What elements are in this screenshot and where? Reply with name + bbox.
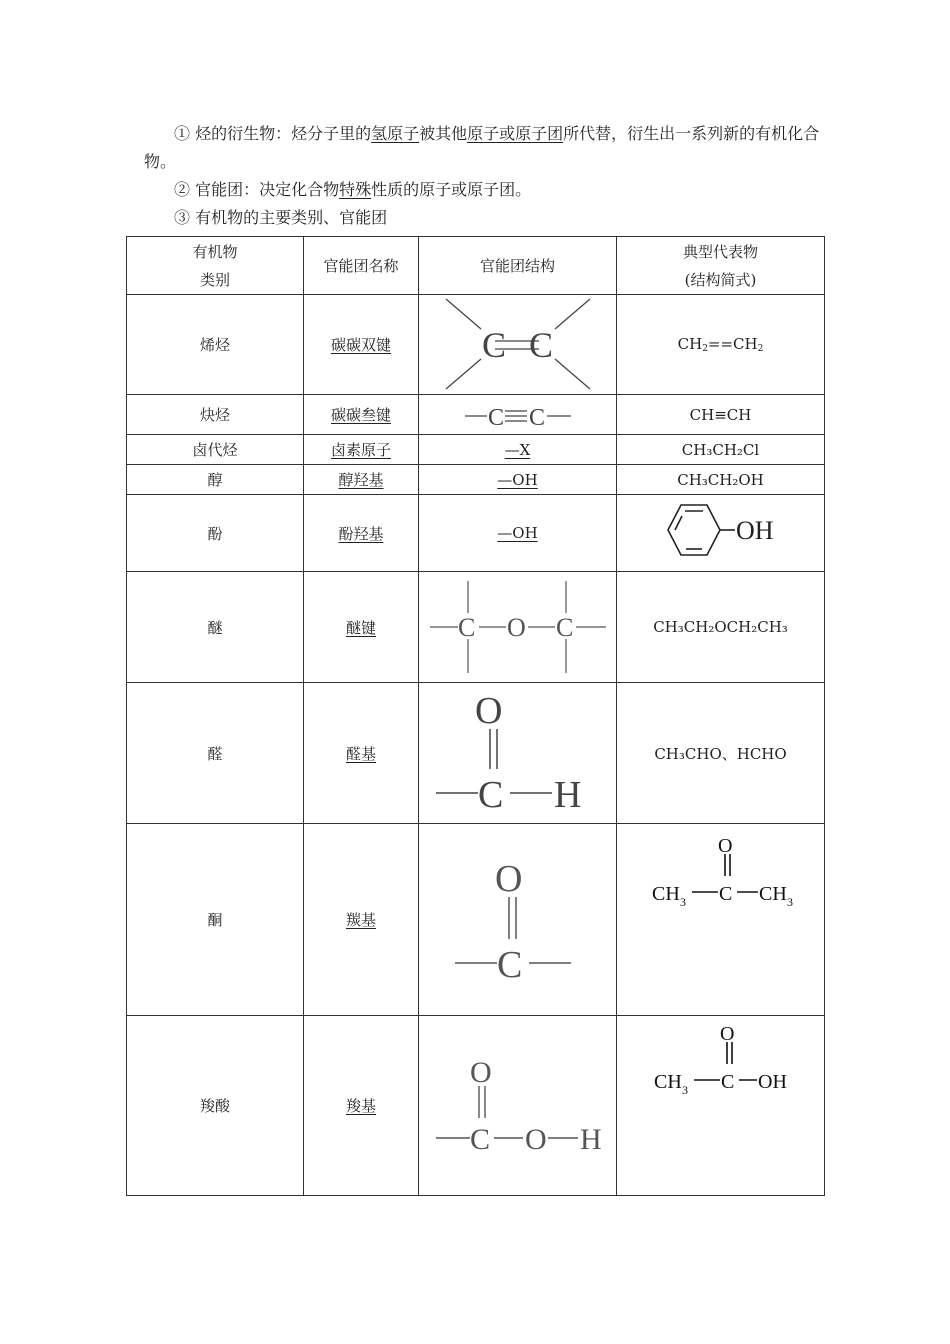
svg-text:O: O (469, 1055, 492, 1089)
row-structure (419, 683, 617, 824)
row-structure (419, 572, 617, 683)
svg-text:C: C (457, 613, 475, 642)
row-example: CH≡CH (617, 395, 825, 435)
aldehyde-group-structure (428, 687, 608, 819)
table-row (127, 824, 825, 1016)
header-name: 官能团名称 (304, 237, 419, 295)
svg-text:C: C (718, 883, 732, 905)
row-group-name: 酚羟基 (304, 495, 419, 572)
row-structure (419, 1016, 617, 1196)
acetic-acid-structure (646, 1020, 796, 1104)
row-structure (419, 395, 617, 435)
phenol-structure (651, 498, 791, 568)
intro-paragraph-2: ② 官能团：决定化合物特殊性质的原子或原子团。 (174, 180, 532, 199)
svg-text:H: H (553, 774, 581, 816)
svg-text:O: O (506, 613, 526, 642)
row-category: 醚 (127, 572, 304, 683)
row-example: CH₃CH₂Cl (617, 435, 825, 465)
svg-text:O: O (719, 1023, 734, 1045)
svg-text:C: C (469, 1122, 490, 1156)
acetone-structure (646, 830, 796, 916)
svg-text:3: 3 (679, 895, 686, 909)
svg-text:3: 3 (681, 1083, 688, 1097)
svg-text:OH: OH (735, 516, 774, 545)
svg-text:C: C (496, 943, 522, 985)
table-row (127, 395, 825, 435)
svg-text:C: C (481, 324, 506, 365)
row-category: 醛 (127, 683, 304, 824)
row-group-name: 卤素原子 (304, 435, 419, 465)
row-example: CH₃CHO、HCHO (617, 683, 825, 824)
row-group-name: 醛基 (304, 683, 419, 824)
row-structure (419, 295, 617, 395)
row-example (617, 495, 825, 572)
row-example: CH₃CH₂OCH₂CH₃ (617, 572, 825, 683)
ether-bond-structure (428, 577, 608, 677)
row-example (617, 824, 825, 1016)
svg-text:H: H (579, 1122, 602, 1156)
svg-text:C: C (487, 404, 504, 431)
svg-text:CH: CH (651, 883, 680, 905)
row-example: $CH_2==CH_2$ (617, 295, 825, 395)
row-category: 炔烃 (127, 395, 304, 435)
svg-text:OH: OH (757, 1071, 787, 1093)
row-category: 醇 (127, 465, 304, 495)
row-group-name: 碳碳叁键 (304, 395, 419, 435)
row-group-name: 醇羟基 (304, 465, 419, 495)
svg-text:C: C (528, 324, 553, 365)
intro-paragraph-3: ③ 有机物的主要类别、官能团 (174, 208, 388, 227)
row-structure: —OH (419, 495, 617, 572)
table-row (127, 1016, 825, 1196)
svg-text:O: O (494, 857, 522, 900)
functional-group-table (126, 236, 825, 1196)
row-example: CH₃CH₂OH (617, 465, 825, 495)
row-example (617, 1016, 825, 1196)
table-row (127, 683, 825, 824)
intro-paragraph-1: ① 烃的衍生物：烃分子里的氢原子被其他原子或原子团所代替，衍生出一系列新的有机化合物。 (144, 124, 820, 171)
row-category: 烯烃 (127, 295, 304, 395)
row-category: 羧酸 (127, 1016, 304, 1196)
svg-text:C: C (720, 1071, 734, 1093)
row-category: 酮 (127, 824, 304, 1016)
alkyne-triple-bond-structure (463, 398, 573, 432)
table-row (127, 435, 825, 465)
table-row (127, 295, 825, 395)
header-example: 典型代表物 (结构简式) (617, 237, 825, 295)
svg-text:O: O (474, 690, 502, 732)
table-row (127, 572, 825, 683)
alkene-double-bond-structure (443, 297, 593, 393)
row-group-name: 羰基 (304, 824, 419, 1016)
row-group-name: 羧基 (304, 1016, 419, 1196)
svg-text:CH: CH (758, 883, 787, 905)
row-group-name: 碳碳双键 (304, 295, 419, 395)
row-category: 卤代烃 (127, 435, 304, 465)
row-structure: —X (419, 435, 617, 465)
svg-text:C: C (555, 613, 573, 642)
header-category: 有机物 类别 (127, 237, 304, 295)
svg-text:3: 3 (786, 895, 793, 909)
header-structure: 官能团结构 (419, 237, 617, 295)
carbonyl-group-structure (453, 855, 583, 985)
svg-text:O: O (717, 835, 732, 857)
carboxyl-group-structure (428, 1056, 608, 1156)
svg-text:C: C (528, 404, 545, 431)
svg-text:C: C (477, 774, 503, 816)
row-structure: —OH (419, 465, 617, 495)
table-header-row (127, 237, 825, 295)
svg-text:O: O (524, 1122, 547, 1156)
row-category: 酚 (127, 495, 304, 572)
table-row (127, 495, 825, 572)
row-group-name: 醚键 (304, 572, 419, 683)
svg-text:CH: CH (653, 1071, 682, 1093)
table-row (127, 465, 825, 495)
row-structure (419, 824, 617, 1016)
